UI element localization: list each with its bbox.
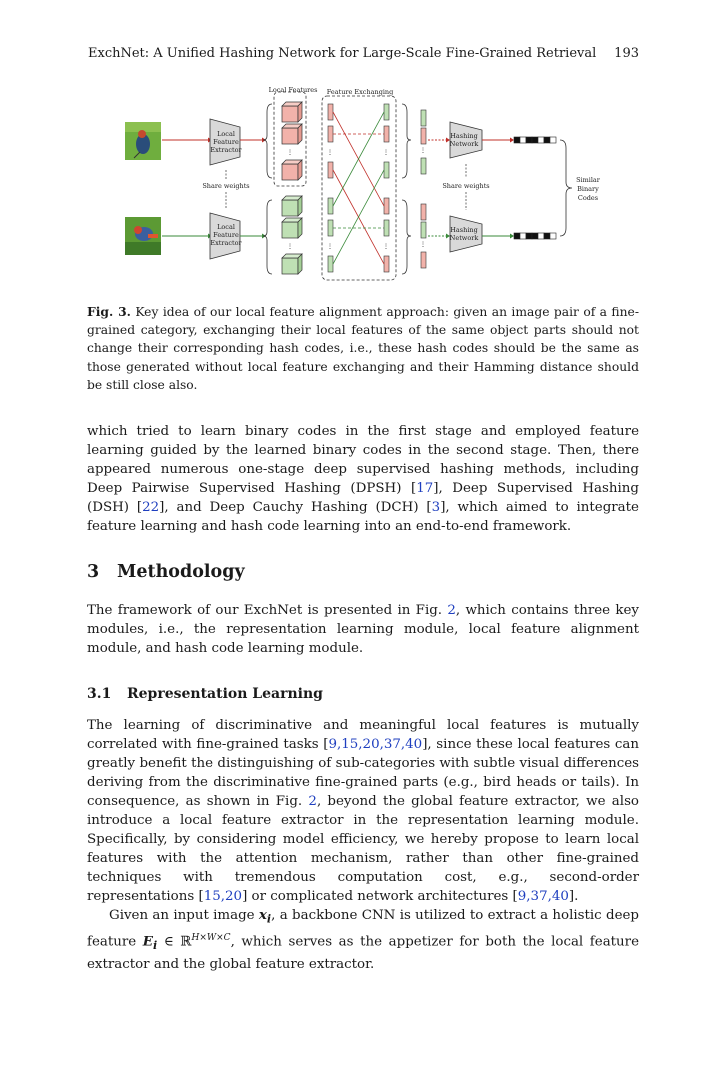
subsection-heading — [87, 686, 323, 702]
citation-link[interactable]: 15,20 — [203, 889, 243, 904]
figure-link[interactable]: 2 — [308, 794, 317, 809]
hashing-top-line1: Hashing — [450, 132, 478, 140]
caption-text: Key idea of our local feature alignment approach: given an image pair of a fine-grained category, exchanging their local features of the same object parts should not change their corresponding hash codes, i.e., these hash codes should be the same as those generated without local feature exchanging and their Hamming distance should be still close also. — [87, 305, 639, 392]
citation-link[interactable]: 9,37,40 — [517, 889, 569, 904]
feature-exchanging-box — [322, 96, 396, 280]
feature-exchanging-label: Feature Exchanging — [326, 88, 394, 96]
share-weights-right: Share weights — [442, 182, 490, 190]
svg-text:⋮: ⋮ — [419, 146, 427, 154]
caption-label: Fig. 3. — [87, 304, 131, 319]
binary-code-top — [514, 137, 556, 143]
similar-line1: Similar — [576, 176, 600, 184]
extractor-top-line1: Local — [217, 130, 235, 138]
figure-link[interactable]: 2 — [447, 603, 456, 618]
figure-diagram — [110, 82, 610, 282]
figure-caption — [87, 303, 639, 394]
bird-image-top — [125, 122, 161, 160]
paragraph-related-work: which tried to learn binary codes in the first stage and employed feature learning guided by the learned binary codes in the second stage. Then, there appeared numerous one-stage deep supervised hashing methods, including Deep Pairwise Supervised Hashing (DPSH) [17], Deep Supervised Hashing (DSH) [22], and Deep Cauchy Hashing (DCH) [3], which aimed to integrate feature learning and hash code learning into an end-to-end framework. — [87, 424, 639, 534]
similar-line2: Binary — [577, 185, 599, 193]
paragraph-framework: The framework of our ExchNet is presented in Fig. 2, which contains three key modules, i.e., the representation learning module, local feature alignment module, and hash code learning module. — [87, 603, 639, 656]
section-number: 3 — [87, 562, 100, 582]
red-local-feature-cubes — [282, 102, 302, 180]
share-weights-left: Share weights — [202, 182, 250, 190]
figure-3 — [110, 82, 610, 282]
svg-text:⋮: ⋮ — [326, 148, 334, 156]
hashing-top-line2: Network — [449, 140, 479, 148]
svg-text:⋮: ⋮ — [382, 148, 390, 156]
running-title: ExchNet: A Unified Hashing Network for Large-Scale Fine-Grained Retrieval — [88, 46, 597, 61]
section-title-text: Methodology — [117, 562, 245, 582]
citation-link[interactable]: 3 — [431, 500, 441, 515]
extractor-top-line2: Feature — [213, 138, 239, 146]
svg-text:⋮: ⋮ — [286, 148, 294, 156]
svg-text:⋮: ⋮ — [326, 242, 334, 250]
math-E: E — [142, 933, 154, 950]
hashing-bottom-line1: Hashing — [450, 226, 478, 234]
subsection-number: 3.1 — [87, 686, 112, 702]
svg-text:⋮: ⋮ — [286, 242, 294, 250]
bird-image-bottom — [125, 217, 161, 255]
extractor-bottom-line1: Local — [217, 223, 235, 231]
hashing-bottom-line2: Network — [449, 234, 479, 242]
paragraph-backbone: Given an input image $x_i$, a backbone CNN is utilized to extract a holistic deep feature $E_i$ ∈ ℝ$^{H\times W\times C}$, which serves as the appetizer for both the local feature extractor and the global feature extractor. — [87, 907, 640, 972]
extractor-top-line3: Extractor — [210, 146, 242, 154]
extractor-bottom-line2: Feature — [213, 231, 239, 239]
svg-text:⋮: ⋮ — [419, 240, 427, 248]
subsection-title-text: Representation Learning — [127, 686, 323, 702]
paragraph-representation-learning: The learning of discriminative and meaningful local features is mutually correlated with fine-grained tasks [9,15,20,37,40], since these local features can greatly benefit the distinguishing of sub-categories with subtle visual differences deriving from the discriminative fine-grained parts (e.g., bird heads or tails). In consequence, as shown in Fig. 2, beyond the global feature extractor, we also introduce a local feature extractor in the representation learning module. Specifically, by considering model efficiency, we hereby propose to learn local features with the attention mechanism, rather than other fine-grained techniques with tremendous computation cost, e.g., second-order representations [15,20] or complicated network architectures [9,37,40]. — [87, 718, 639, 904]
similar-line3: Codes — [577, 194, 599, 202]
citation-link[interactable]: 17 — [416, 481, 434, 496]
citation-link[interactable]: 9,15,20,37,40 — [328, 737, 423, 752]
svg-text:⋮: ⋮ — [382, 242, 390, 250]
green-local-feature-cubes — [282, 196, 302, 274]
citation-link[interactable]: 22 — [142, 500, 160, 515]
section-heading — [87, 562, 245, 582]
running-header — [88, 46, 639, 61]
extractor-bottom-line3: Extractor — [210, 239, 242, 247]
local-features-label: Local Features — [268, 86, 318, 94]
math-x: x — [258, 907, 267, 923]
binary-code-bottom — [514, 233, 556, 239]
page-number: 193 — [614, 46, 639, 61]
